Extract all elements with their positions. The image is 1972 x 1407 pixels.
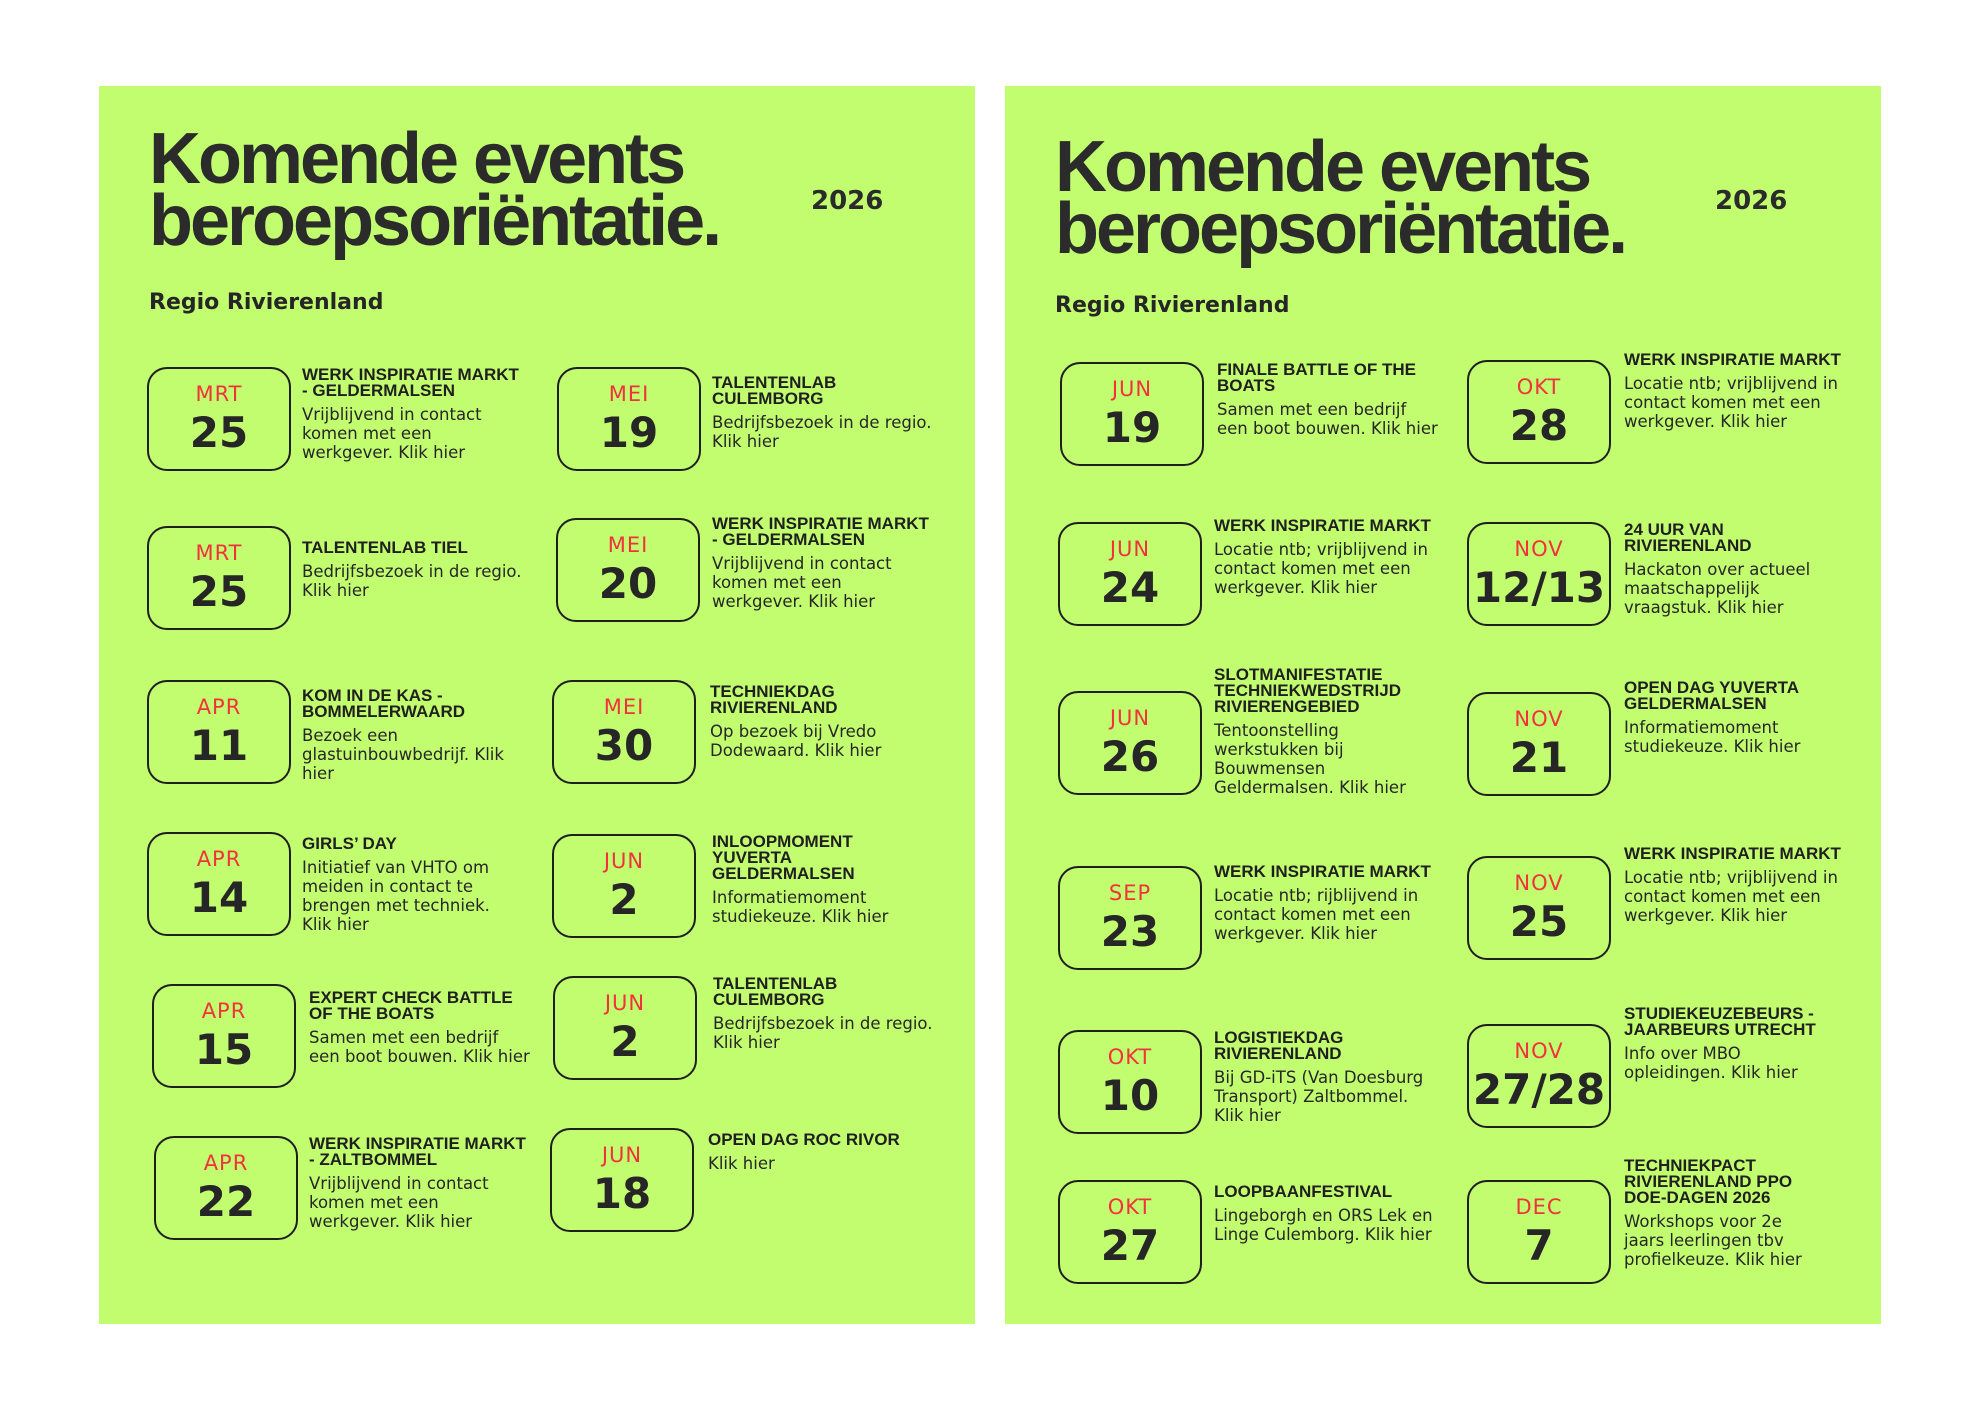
date-badge <box>1058 691 1202 795</box>
event-month: OKT <box>1107 1045 1153 1069</box>
date-badge <box>1467 692 1611 796</box>
page-title <box>149 119 720 261</box>
event-link[interactable]: Locatie ntb; vrijblijvend in contact komen met een werkgever. Klik hier <box>1624 868 1838 925</box>
event-link[interactable]: Locatie ntb; rijblijvend in contact komen met een werkgever. Klik hier <box>1214 886 1419 943</box>
event-day: 30 <box>594 721 654 770</box>
date-badge <box>147 367 291 471</box>
event-month: MRT <box>195 541 243 565</box>
event-title: KOM IN DE KAS - BOMMELERWAARD <box>302 686 466 721</box>
event-month: OKT <box>1107 1195 1153 1219</box>
date-badge <box>1467 1180 1611 1284</box>
event-day: 25 <box>1509 897 1569 946</box>
date-badge <box>1467 1024 1611 1128</box>
event-day: 25 <box>189 408 249 457</box>
event-link[interactable]: Op bezoek bij Vredo Dodewaard. Klik hier <box>710 722 882 760</box>
date-badge <box>1058 1030 1202 1134</box>
event-title: TALENTENLAB CULEMBORG <box>713 974 838 1009</box>
event-link[interactable]: Bezoek een glastuinbouwbedrijf. Klik hier <box>302 726 504 783</box>
year-label: 2026 <box>1715 186 1788 216</box>
event-day: 19 <box>599 408 659 457</box>
event-month: NOV <box>1514 871 1564 895</box>
date-badge <box>553 976 697 1080</box>
event-title: TECHNIEKDAG RIVIERENLAND <box>710 682 838 717</box>
date-badge <box>154 1136 298 1240</box>
date-badge <box>552 834 696 938</box>
event-link[interactable]: Informatiemoment studiekeuze. Klik hier <box>1624 718 1801 756</box>
event-month: APR <box>196 695 242 719</box>
date-badge <box>147 526 291 630</box>
date-badge <box>147 832 291 936</box>
event-title: WERK INSPIRATIE MARKT <box>1624 844 1841 863</box>
event-link[interactable]: Hackaton over actueel maatschappelijk vraagstuk. Klik hier <box>1624 560 1811 617</box>
event-title: WERK INSPIRATIE MARKT <box>1624 350 1841 369</box>
event-day: 21 <box>1509 733 1569 782</box>
event-day: 10 <box>1100 1071 1160 1120</box>
event-day: 2 <box>609 875 639 924</box>
event-day: 14 <box>189 873 249 922</box>
date-badge <box>1058 866 1202 970</box>
event-month: SEP <box>1108 881 1152 905</box>
event-month: NOV <box>1514 707 1564 731</box>
event-title: FINALE BATTLE OF THE BOATS <box>1217 360 1416 395</box>
event-day: 25 <box>189 567 249 616</box>
event-link[interactable]: Lingeborgh en ORS Lek en Linge Culemborg. Klik hier <box>1214 1206 1433 1244</box>
date-badge <box>552 680 696 784</box>
event-title: 24 UUR VAN RIVIERENLAND <box>1624 520 1752 555</box>
event-link[interactable]: Initiatief van VHTO om meiden in contact te brengen met techniek. Klik hier <box>302 858 490 934</box>
event-title: OPEN DAG ROC RIVOR <box>708 1130 900 1149</box>
event-link[interactable]: Workshops voor 2e jaars leerlingen tbv profielkeuze. Klik hier <box>1624 1212 1802 1269</box>
title-line-1: Komende events <box>149 119 684 199</box>
date-badge <box>550 1128 694 1232</box>
event-month: JUN <box>1111 377 1153 401</box>
event-title: STUDIEKEUZEBEURS - JAARBEURS UTRECHT <box>1624 1004 1816 1039</box>
event-month: APR <box>196 847 242 871</box>
event-title: WERK INSPIRATIE MARKT - GELDERMALSEN <box>302 365 519 400</box>
event-day: 20 <box>598 559 658 608</box>
event-title: TECHNIEKPACT RIVIERENLAND PPO DOE-DAGEN 2026 <box>1624 1156 1793 1207</box>
region-label: Regio Rivierenland <box>149 290 384 315</box>
event-day: 27/28 <box>1472 1065 1606 1114</box>
date-badge <box>1058 1180 1202 1284</box>
event-month: APR <box>203 1151 249 1175</box>
event-title: SLOTMANIFESTATIE TECHNIEKWEDSTRIJD RIVIERENGEBIED <box>1214 665 1402 716</box>
flyer-page-1 <box>99 86 975 1324</box>
date-badge <box>152 984 296 1088</box>
date-badge <box>1467 360 1611 464</box>
event-day: 12/13 <box>1472 563 1606 612</box>
event-month: JUN <box>603 849 645 873</box>
event-day: 18 <box>592 1169 652 1218</box>
event-link[interactable]: Tentoonstelling werkstukken bij Bouwmensen Geldermalsen. Klik hier <box>1214 721 1406 797</box>
event-title: WERK INSPIRATIE MARKT - ZALTBOMMEL <box>309 1134 526 1169</box>
event-month: JUN <box>604 991 646 1015</box>
event-day: 23 <box>1100 907 1160 956</box>
title-line-1: Komende events <box>1055 127 1590 207</box>
event-link[interactable]: Klik hier <box>708 1154 775 1173</box>
event-month: JUN <box>1109 706 1151 730</box>
event-link[interactable]: Samen met een bedrijf een boot bouwen. Klik hier <box>1217 400 1438 438</box>
event-link[interactable]: Locatie ntb; vrijblijvend in contact komen met een werkgever. Klik hier <box>1624 374 1838 431</box>
page-title <box>1055 127 1626 269</box>
event-link[interactable]: Informatiemoment studiekeuze. Klik hier <box>712 888 889 926</box>
event-title: EXPERT CHECK BATTLE OF THE BOATS <box>309 988 513 1023</box>
event-link[interactable]: Locatie ntb; vrijblijvend in contact komen met een werkgever. Klik hier <box>1214 540 1428 597</box>
event-day: 27 <box>1100 1221 1160 1270</box>
date-badge <box>1467 856 1611 960</box>
event-title: WERK INSPIRATIE MARKT - GELDERMALSEN <box>712 514 929 549</box>
event-title: TALENTENLAB CULEMBORG <box>712 373 837 408</box>
event-title: LOOPBAANFESTIVAL <box>1214 1182 1393 1201</box>
event-title: LOGISTIEKDAG RIVIERENLAND <box>1214 1028 1344 1063</box>
event-month: MEI <box>603 695 645 719</box>
event-link[interactable]: Vrijblijvend in contact komen met een werkgever. Klik hier <box>302 405 482 462</box>
event-month: JUN <box>1109 537 1151 561</box>
date-badge <box>1058 522 1202 626</box>
event-link[interactable]: Samen met een bedrijf een boot bouwen. Klik hier <box>309 1028 530 1066</box>
event-day: 28 <box>1509 401 1569 450</box>
event-month: APR <box>201 999 247 1023</box>
event-link[interactable]: Bedrijfsbezoek in de regio. Klik hier <box>713 1014 933 1052</box>
date-badge <box>1060 362 1204 466</box>
event-day: 22 <box>196 1177 256 1226</box>
event-link[interactable]: Vrijblijvend in contact komen met een werkgever. Klik hier <box>712 554 892 611</box>
event-month: DEC <box>1515 1195 1563 1219</box>
event-title: WERK INSPIRATIE MARKT <box>1214 516 1431 535</box>
event-month: MRT <box>195 382 243 406</box>
date-badge <box>556 518 700 622</box>
event-link[interactable]: Vrijblijvend in contact komen met een werkgever. Klik hier <box>309 1174 489 1231</box>
title-line-2: beroepsoriëntatie. <box>149 181 720 261</box>
event-title: WERK INSPIRATIE MARKT <box>1214 862 1431 881</box>
date-badge <box>1467 522 1611 626</box>
region-label: Regio Rivierenland <box>1055 293 1290 318</box>
event-link[interactable]: Info over MBO opleidingen. Klik hier <box>1624 1044 1798 1082</box>
event-title: OPEN DAG YUVERTA GELDERMALSEN <box>1624 678 1799 713</box>
event-title: GIRLS’ DAY <box>302 834 397 853</box>
event-day: 24 <box>1100 563 1160 612</box>
event-month: NOV <box>1514 1039 1564 1063</box>
event-link[interactable]: Bij GD-iTS (Van Doesburg Transport) Zaltbommel. Klik hier <box>1214 1068 1424 1125</box>
event-day: 26 <box>1100 732 1160 781</box>
event-month: MEI <box>607 533 649 557</box>
title-line-2: beroepsoriëntatie. <box>1055 189 1626 269</box>
event-day: 19 <box>1102 403 1162 452</box>
event-day: 2 <box>610 1017 640 1066</box>
year-label: 2026 <box>811 186 884 216</box>
event-title: TALENTENLAB TIEL <box>302 538 468 557</box>
event-day: 15 <box>194 1025 254 1074</box>
flyer-page-2 <box>1005 86 1881 1324</box>
event-day: 7 <box>1524 1221 1554 1270</box>
date-badge <box>147 680 291 784</box>
event-link[interactable]: Bedrijfsbezoek in de regio. Klik hier <box>302 562 522 600</box>
event-month: JUN <box>601 1143 643 1167</box>
event-month: NOV <box>1514 537 1564 561</box>
event-month: MEI <box>608 382 650 406</box>
event-month: OKT <box>1516 375 1562 399</box>
event-link[interactable]: Bedrijfsbezoek in de regio. Klik hier <box>712 413 932 451</box>
date-badge <box>557 367 701 471</box>
event-day: 11 <box>189 721 249 770</box>
event-title: INLOOPMOMENT YUVERTA GELDERMALSEN <box>712 832 855 883</box>
